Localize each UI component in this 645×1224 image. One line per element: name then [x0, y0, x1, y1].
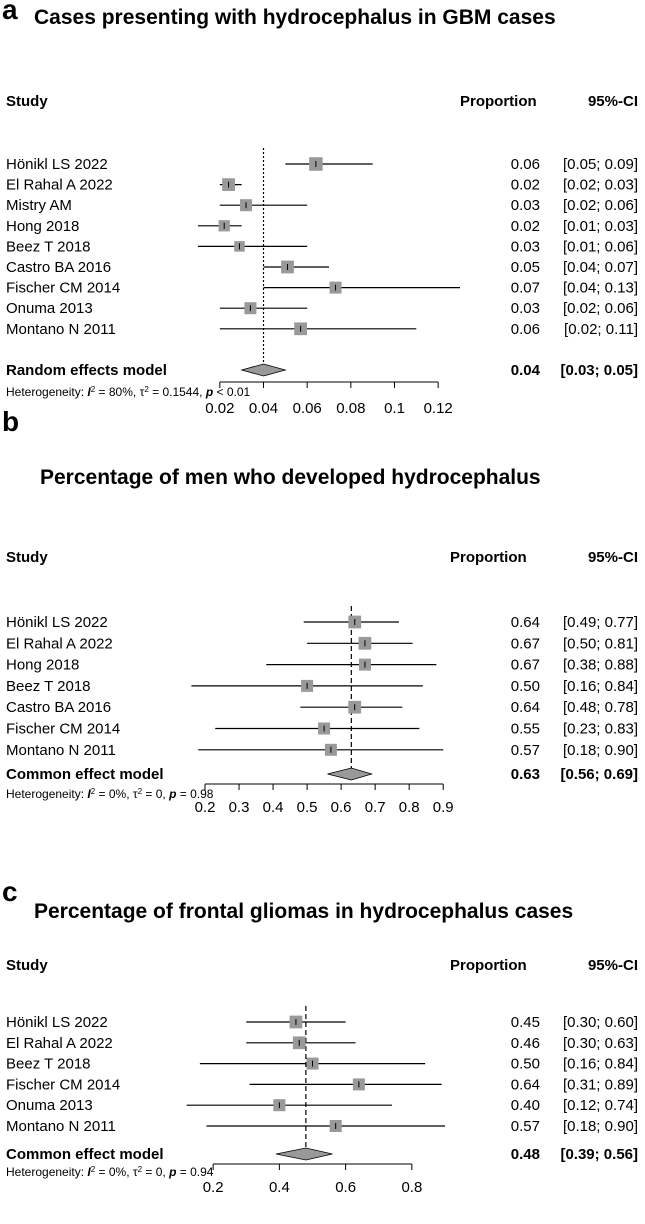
x-tick-label: 0.5: [296, 799, 318, 816]
study-name: Fischer CM 2014: [6, 1076, 121, 1094]
study-ci: [0.05; 0.09]: [562, 156, 638, 173]
study-name: Castro BA 2016: [6, 699, 112, 717]
study-name: Beez T 2018: [6, 677, 91, 695]
panel-title: Percentage of frontal gliomas in hydrocephalus cases: [34, 900, 574, 923]
study-proportion: 0.67: [510, 656, 540, 674]
pooled-proportion: 0.63: [510, 766, 540, 783]
x-tick-label: 0.4: [268, 1179, 290, 1196]
panel-title: Percentage of men who developed hydrocephalus: [40, 466, 541, 489]
study-proportion: 0.57: [510, 741, 540, 759]
study-name: Hong 2018: [6, 217, 80, 235]
study-proportion: 0.50: [510, 677, 540, 695]
pooled-label: Common effect model: [6, 1146, 164, 1163]
x-tick-label: 0.7: [364, 799, 386, 816]
x-tick-label: 0.6: [335, 1179, 357, 1196]
study-proportion: 0.05: [510, 259, 540, 276]
study-proportion: 0.64: [510, 614, 540, 631]
pooled-diamond: [242, 364, 286, 376]
x-tick-label: 0.04: [248, 400, 279, 417]
header-ci: 95%-CI: [587, 93, 638, 110]
study-name: Montano N 2011: [6, 320, 116, 338]
study-ci: [0.02; 0.06]: [562, 300, 638, 318]
x-tick-label: 0.08: [336, 400, 366, 417]
pooled-ci: [0.56; 0.69]: [560, 766, 638, 783]
x-tick-label: 0.9: [432, 799, 454, 816]
study-proportion: 0.55: [510, 720, 540, 738]
study-proportion: 0.03: [510, 238, 540, 256]
study-name: Mistry AM: [6, 197, 72, 215]
panel-label: a: [2, 0, 18, 25]
study-ci: [0.30; 0.63]: [562, 1034, 638, 1052]
study-proportion: 0.02: [510, 217, 540, 235]
study-name: Montano N 2011: [6, 1118, 116, 1135]
study-name: Montano N 2011: [6, 741, 116, 759]
x-tick-label: 0.02: [205, 400, 235, 417]
header-study: Study: [6, 93, 48, 110]
study-ci: [0.01; 0.06]: [562, 238, 638, 256]
x-tick-label: 0.8: [401, 1179, 423, 1196]
study-proportion: 0.64: [510, 1076, 540, 1094]
study-ci: [0.23; 0.83]: [562, 720, 638, 738]
x-tick-label: 0.2: [202, 1179, 224, 1196]
pooled-diamond: [328, 768, 372, 780]
study-ci: [0.02; 0.03]: [562, 176, 638, 194]
heterogeneity-text: Heterogeneity: $I^2 = 80\%$, $\tau^2 = 0.1544$, p < 0.01: [6, 384, 251, 399]
pooled-label: Common effect model: [6, 766, 164, 783]
study-ci: [0.01; 0.03]: [562, 217, 638, 235]
study-proportion: 0.02: [510, 176, 540, 194]
pooled-label: Random effects model: [6, 362, 167, 379]
pooled-proportion: 0.04: [510, 362, 540, 379]
study-ci: [0.18; 0.90]: [562, 741, 638, 759]
panel-c: [0, 878, 645, 1221]
study-name: Hönikl LS 2022: [6, 156, 108, 173]
header-proportion: Proportion: [450, 957, 527, 974]
study-ci: [0.49; 0.77]: [562, 614, 638, 631]
study-name: El Rahal A 2022: [6, 635, 113, 653]
study-name: Hönikl LS 2022: [6, 614, 108, 631]
panel-label: b: [2, 406, 20, 437]
study-proportion: 0.06: [510, 156, 540, 173]
study-ci: [0.31; 0.89]: [562, 1076, 638, 1094]
study-name: Fischer CM 2014: [6, 720, 121, 738]
study-name: Onuma 2013: [6, 1097, 93, 1115]
pooled-diamond: [276, 1148, 332, 1160]
study-proportion: 0.57: [510, 1118, 540, 1135]
x-tick-label: 0.1: [384, 400, 405, 417]
study-ci: [0.12; 0.74]: [562, 1097, 638, 1115]
study-proportion: 0.50: [510, 1055, 540, 1073]
study-name: El Rahal A 2022: [6, 176, 113, 194]
study-ci: [0.16; 0.84]: [562, 1055, 638, 1073]
study-proportion: 0.06: [510, 320, 540, 338]
pooled-ci: [0.39; 0.56]: [560, 1146, 638, 1163]
study-ci: [0.02; 0.06]: [562, 197, 638, 215]
pooled-ci: [0.03; 0.05]: [560, 362, 638, 379]
header-proportion: Proportion: [460, 93, 537, 110]
forest-plot-b: [0, 486, 645, 816]
study-name: Beez T 2018: [6, 238, 91, 256]
study-ci: [0.16; 0.84]: [562, 677, 638, 695]
study-proportion: 0.03: [510, 197, 540, 215]
forest-plot-a: [0, 20, 645, 417]
panel-title: Cases presenting with hydrocephalus in GBM cases: [34, 6, 556, 29]
x-tick-label: 0.4: [262, 799, 284, 816]
study-name: Castro BA 2016: [6, 259, 112, 276]
heterogeneity-text: Heterogeneity: $I^2 = 0\%$, $\tau^2 = 0$, p = 0.94: [6, 1164, 214, 1179]
header-study: Study: [6, 549, 48, 566]
forest-plot-c: [0, 924, 645, 1224]
header-study: Study: [6, 957, 48, 974]
study-ci: [0.18; 0.90]: [562, 1118, 638, 1135]
study-name: Onuma 2013: [6, 300, 93, 318]
header-ci: 95%-CI: [587, 957, 638, 974]
x-tick-label: 0.2: [194, 799, 216, 816]
x-tick-label: 0.6: [330, 799, 352, 816]
study-proportion: 0.46: [510, 1034, 540, 1052]
study-ci: [0.30; 0.60]: [562, 1014, 638, 1031]
study-ci: [0.04; 0.07]: [562, 259, 638, 276]
study-ci: [0.04; 0.13]: [562, 279, 638, 297]
x-tick-label: 0.3: [228, 799, 250, 816]
study-ci: [0.38; 0.88]: [562, 656, 638, 674]
heterogeneity-text: Heterogeneity: $I^2 = 0\%$, $\tau^2 = 0$, p = 0.98: [6, 786, 214, 801]
x-tick-label: 0.8: [398, 799, 420, 816]
study-proportion: 0.03: [510, 300, 540, 318]
study-proportion: 0.40: [510, 1097, 540, 1115]
study-proportion: 0.45: [510, 1014, 540, 1031]
study-proportion: 0.67: [510, 635, 540, 653]
panel-label: c: [2, 876, 18, 907]
header-ci: 95%-CI: [587, 549, 638, 566]
panel-a: [0, 0, 645, 417]
x-tick-label: 0.12: [423, 400, 453, 417]
study-proportion: 0.64: [510, 699, 540, 717]
study-ci: [0.02; 0.11]: [564, 320, 638, 338]
x-tick-label: 0.06: [292, 400, 322, 417]
study-ci: [0.50; 0.81]: [562, 635, 638, 653]
study-name: El Rahal A 2022: [6, 1034, 113, 1052]
study-name: Hönikl LS 2022: [6, 1014, 108, 1031]
study-name: Hong 2018: [6, 656, 80, 674]
study-name: Beez T 2018: [6, 1055, 91, 1073]
pooled-proportion: 0.48: [510, 1146, 540, 1163]
study-name: Fischer CM 2014: [6, 279, 121, 297]
header-proportion: Proportion: [450, 549, 527, 566]
study-ci: [0.48; 0.78]: [562, 699, 638, 717]
study-proportion: 0.07: [510, 279, 540, 297]
